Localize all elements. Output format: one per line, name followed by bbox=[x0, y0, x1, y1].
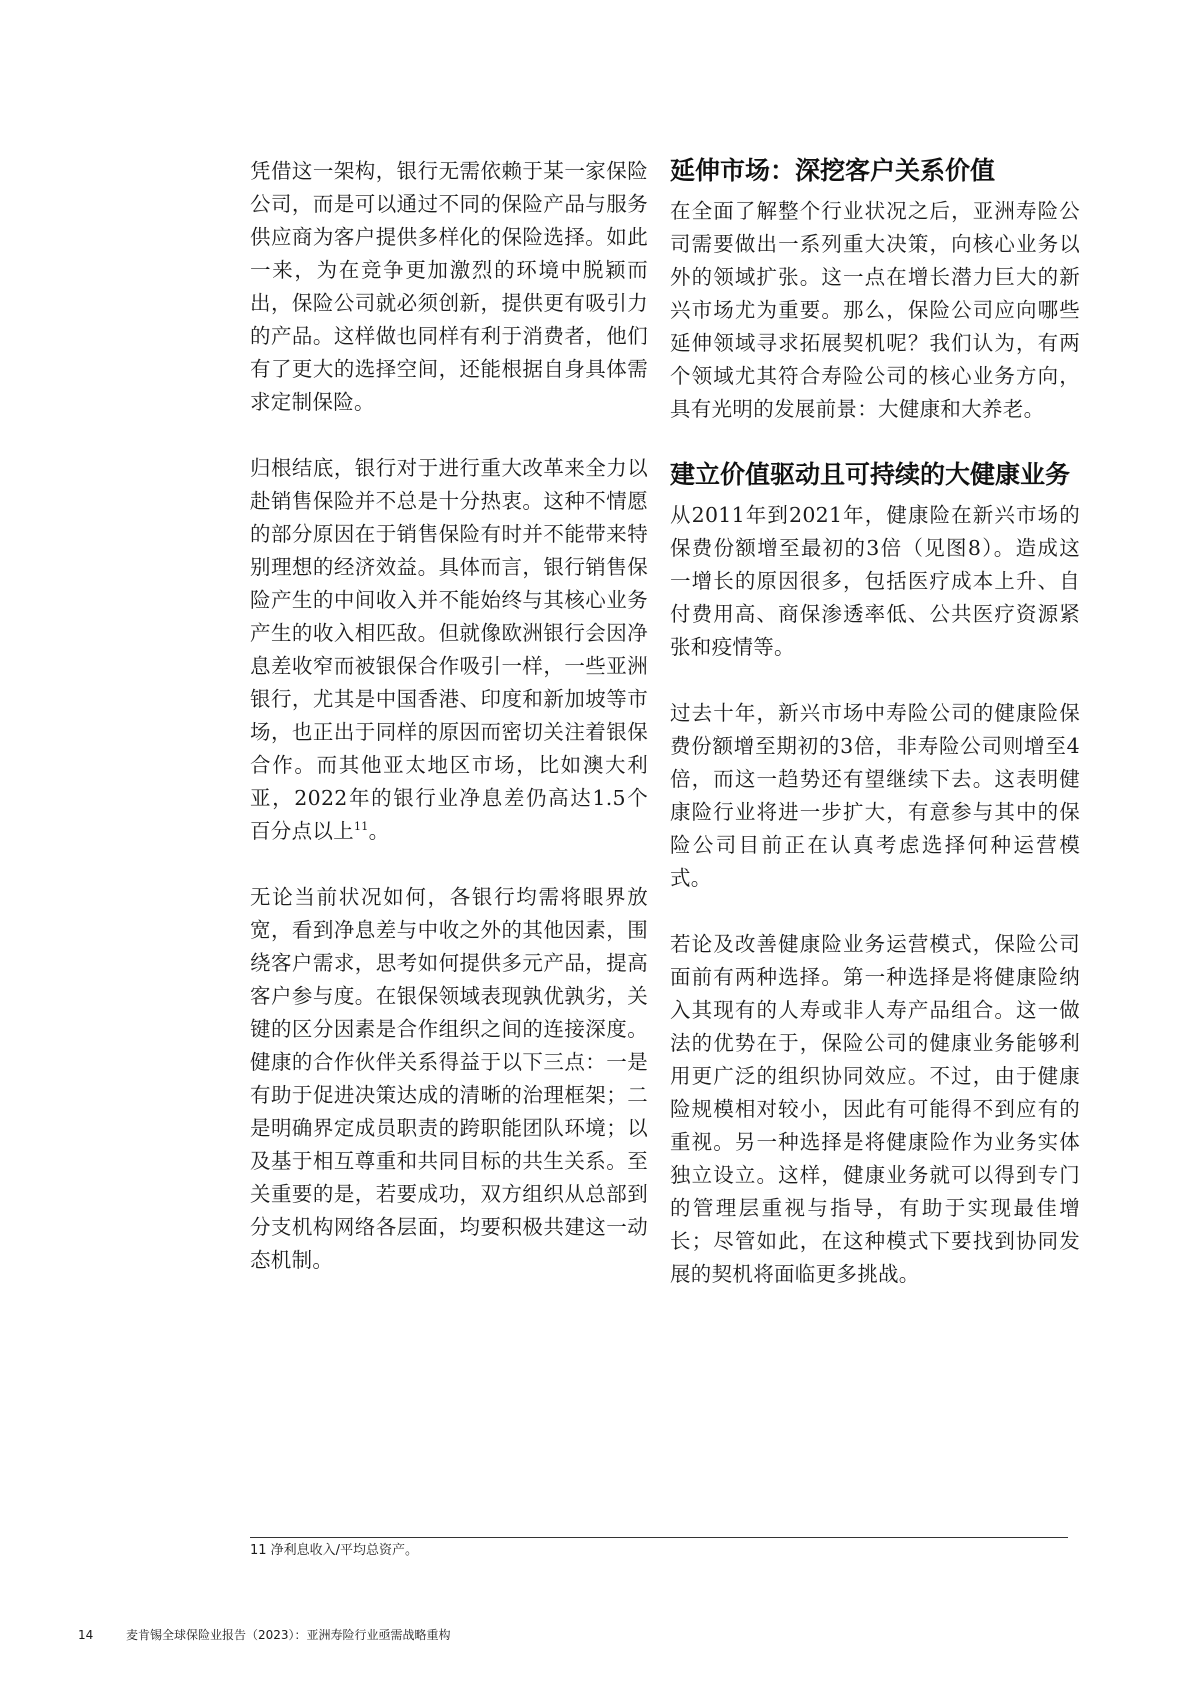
left-paragraph-3: 无论当前状况如何，各银行均需将眼界放宽，看到净息差与中收之外的其他因素，围绕客户需求，思考如何提供多元产品，提高客户参与度。在银保领域表现孰优孰劣，关键的区分因素是合作组织之间的连接深度。健康的合作伙伴关系得益于以下三点：一是有助于促进决策达成的清晰的治理框架；二是明确界定成员职责的跨职能团队环境；以及基于相互尊重和共同目标的共生关系。至关重要的是，若要成功，双方组织从总部到分支机构网络各层面，均要积极共建这一动态机制。 bbox=[250, 885, 648, 1272]
section2-paragraph-3: 若论及改善健康险业务运营模式，保险公司面前有两种选择。第一种选择是将健康险纳入其现有的人寿或非人寿产品组合。这一做法的优势在于，保险公司的健康业务能够利用更广泛的组织协同效应。不过，由于健康险规模相对较小，因此有可能得不到应有的重视。另一种选择是将健康险作为业务实体独立设立。这样，健康业务就可以得到专门的管理层重视与指导，有助于实现最佳增长；尽管如此，在这种模式下要找到协同发展的契机将面临更多挑战。 bbox=[670, 932, 1080, 1286]
report-title: 麦肯锡全球保险业报告（2023）：亚洲寿险行业亟需战略重构 bbox=[126, 1628, 451, 1642]
right-column bbox=[670, 155, 1080, 1324]
section2-paragraph-1: 从2011年到2021年，健康险在新兴市场的保费份额增至最初的3倍（见图8）。造成这一增长的原因很多，包括医疗成本上升、自付费用高、商保渗透率低、公共医疗资源紧张和疫情等。 bbox=[670, 503, 1080, 659]
left-column bbox=[250, 155, 648, 1310]
section-title-extend-market: 延伸市场：深挖客户关系价值 bbox=[670, 156, 996, 185]
footnote-11: 11 净利息收入/平均总资产。 bbox=[250, 1543, 419, 1558]
footnote-divider bbox=[250, 1537, 1068, 1538]
page-footer bbox=[78, 1627, 451, 1643]
footnote-ref-11[interactable]: 11 bbox=[354, 820, 369, 834]
section-title-health-business: 建立价值驱动且可持续的大健康业务 bbox=[670, 460, 1071, 489]
section1-paragraph: 在全面了解整个行业状况之后，亚洲寿险公司需要做出一系列重大决策，向核心业务以外的领域扩张。这一点在增长潜力巨大的新兴市场尤为重要。那么，保险公司应向哪些延伸领域寻求拓展契机呢？我们认为，有两个领域尤其符合寿险公司的核心业务方向，具有光明的发展前景：大健康和大养老。 bbox=[670, 199, 1080, 421]
section2-paragraph-2: 过去十年，新兴市场中寿险公司的健康险保费份额增至期初的3倍，非寿险公司则增至4倍，而这一趋势还有望继续下去。这表明健康险行业将进一步扩大，有意参与其中的保险公司目前正在认真考虑选择何种运营模式。 bbox=[670, 701, 1080, 890]
left-paragraph-2-text: 归根结底，银行对于进行重大改革来全力以赴销售保险并不总是十分热衷。这种不情愿的部分原因在于销售保险有时并不能带来特别理想的经济效益。具体而言，银行销售保险产生的中间收入并不能始终与其核心业务产生的收入相匹敌。但就像欧洲银行会因净息差收窄而被银保合作吸引一样，一些亚洲银行，尤其是中国香港、印度和新加坡等市场，也正出于同样的原因而密切关注着银保合作。而其他亚太地区市场，比如澳大利亚，2022年的银行业净息差仍高达1.5个百分点以上 bbox=[250, 456, 648, 843]
page-number: 14 bbox=[78, 1628, 94, 1642]
left-paragraph-1: 凭借这一架构，银行无需依赖于某一家保险公司，而是可以通过不同的保险产品与服务供应商为客户提供多样化的保险选择。如此一来，为在竞争更加激烈的环境中脱颖而出，保险公司就必须创新，提供更有吸引力的产品。这样做也同样有利于消费者，他们有了更大的选择空间，还能根据自身具体需求定制保险。 bbox=[250, 159, 648, 414]
left-paragraph-2 bbox=[250, 452, 648, 848]
left-paragraph-2-end: 。 bbox=[368, 819, 390, 843]
